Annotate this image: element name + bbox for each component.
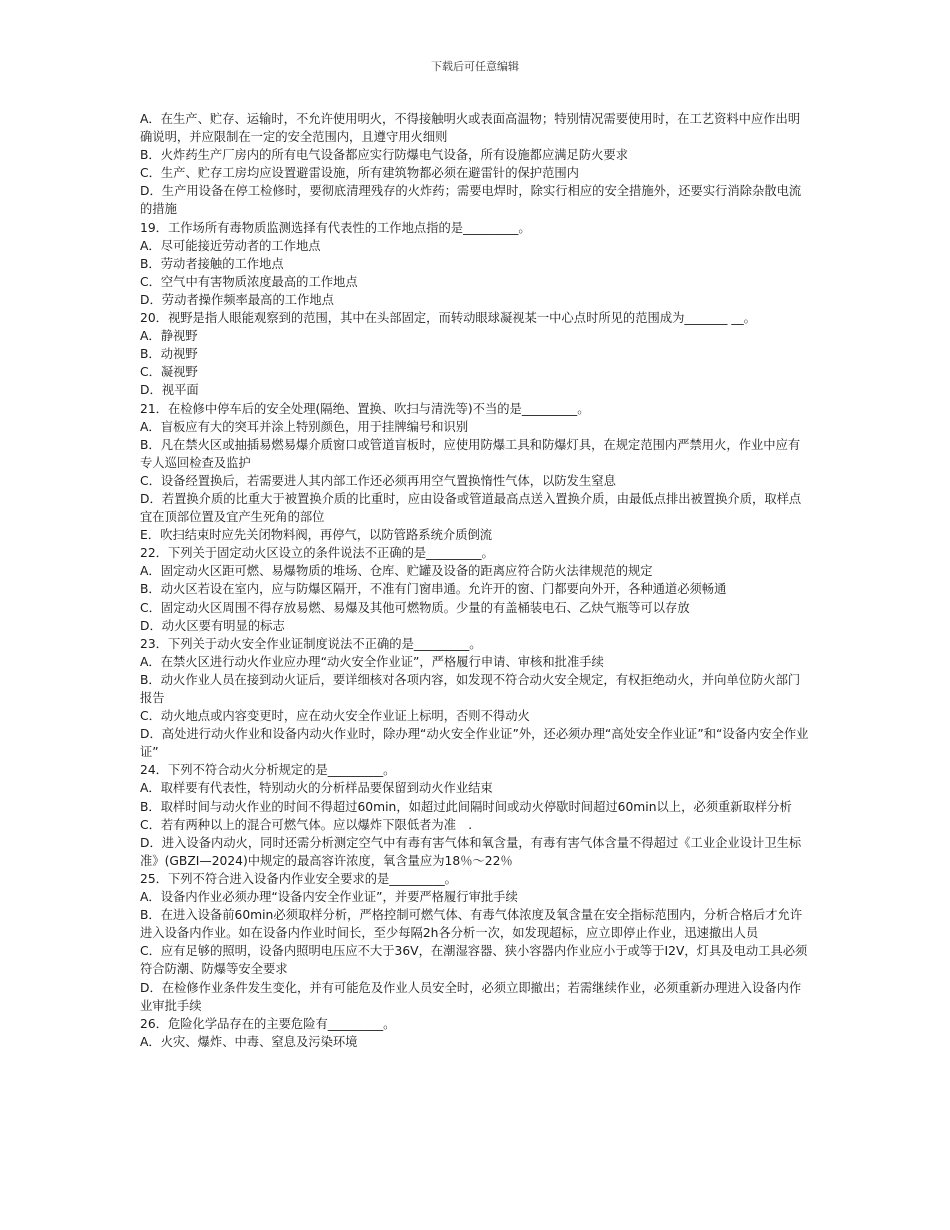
text-line: D．高处进行动火作业和设备内动火作业时，除办理“动火安全作业证”外，还必须办理“高处安全作业证”和“设备内安全作业证” [140, 727, 809, 760]
text-line: 24．下列不符合动火分析规定的是_________。 [140, 763, 396, 778]
text-line: B．动火区若设在室内，应与防爆区隔开，不准有门窗串通。允许开的窗、门都要向外开，各种通道必须畅通 [140, 582, 727, 597]
text-line: 21．在检修中停车后的安全处理(隔绝、置换、吹扫与清洗等)不当的是_________。 [140, 401, 590, 416]
text-line: A．盲板应有大的突耳并涂上特别颜色，用于挂牌编号和识别 [140, 419, 469, 434]
text-line: B．在进入设备前60min必须取样分析，严格控制可燃气体、有毒气体浓度及氧含量在安全指标范围内，分析合格后才允许进入设备内作业。如在设备内作业时间长，至少每隔2h各分析一次，如发现超标，应立即停止作业，迅速撤出人员 [140, 908, 803, 941]
text-line: C．凝视野 [140, 365, 198, 380]
text-line: C．空气中有害物质浓度最高的工作地点 [140, 274, 358, 289]
text-line: A．在禁火区进行动火作业应办理“动火安全作业证”，严格履行申请、审核和批准手续 [140, 654, 604, 669]
text-line: 25．下列不符合进入设备内作业安全要求的是_________。 [140, 871, 457, 886]
text-line: C．生产、贮存工房均应设置避雷设施，所有建筑物都必须在避雷针的保护范围内 [140, 166, 579, 181]
text-line: A．尽可能接近劳动者的工作地点 [140, 238, 321, 253]
text-line: A．取样要有代表性，特别动火的分析样品要保留到动火作业结束 [140, 781, 493, 796]
text-line: C．应有足够的照明，设备内照明电压应不大于36V，在潮湿容器、狭小容器内作业应小于或等于I2V，灯具及电动工具必须符合防潮、防爆等安全要求 [140, 944, 808, 977]
text-line: A．设备内作业必须办理“设备内安全作业证”，并要严格履行审批手续 [140, 890, 518, 905]
text-line: A．静视野 [140, 329, 198, 344]
text-line: D．动火区要有明显的标志 [140, 618, 285, 633]
text-line: 19．工作场所有毒物质监测选择有代表性的工作地点指的是_________。 [140, 220, 531, 235]
text-line: C．设备经置换后，若需要进人其内部工作还必须再用空气置换惰性气体，以防发生窒息 [140, 473, 616, 488]
text-line: 22．下列关于固定动火区设立的条件说法不正确的是_________。 [140, 546, 494, 561]
text-line: A．火灾、爆炸、中毒、窒息及污染环境 [140, 1034, 358, 1049]
text-line: D．视平面 [140, 383, 199, 398]
text-line: C．固定动火区周围不得存放易燃、易爆及其他可燃物质。少量的有盖桶装电石、乙炔气瓶等可以存放 [140, 600, 690, 615]
text-line: B．劳动者接触的工作地点 [140, 256, 284, 271]
text-line: 23．下列关于动火安全作业证制度说法不正确的是_________。 [140, 636, 482, 651]
text-line: A．固定动火区距可燃、易爆物质的堆场、仓库、贮罐及设备的距离应符合防火法律规范的规定 [140, 564, 653, 579]
text-line: B．火炸药生产厂房内的所有电气设备都应实行防爆电气设备，所有设施都应满足防火要求 [140, 148, 629, 163]
text-line: D．若置换介质的比重大于被置换介质的比重时，应由设备或管道最高点送入置换介质，由最低点排出被置换介质，取样点宜在顶部位置及宜产生死角的部位 [140, 491, 802, 525]
text-line: 26．危险化学品存在的主要危险有_________。 [140, 1016, 396, 1031]
text-line: C．若有两种以上的混合可燃气体。应以爆炸下限低者为准 . [140, 817, 473, 832]
page-header: 下载后可任意编辑 [431, 60, 519, 73]
text-line: C．动火地点或内容变更时，应在动火安全作业证上标明，否则不得动火 [140, 709, 530, 724]
text-line: B．凡在禁火区或抽插易燃易爆介质窗口或管道盲板时，应使用防爆工具和防爆灯具，在规定范围内严禁用火，作业中应有专人巡回检查及监护 [140, 437, 801, 470]
text-line: B．动视野 [140, 347, 198, 362]
text-line: D．在检修作业条件发生变化，并有可能危及作业人员安全时，必须立即撤出；若需继续作业，必须重新办理进入设备内作业审批手续 [140, 980, 802, 1013]
text-line: D．进入设备内动火，同时还需分析测定空气中有毒有害气体和氧含量，有毒有害气体含量不得超过《工业企业设计卫生标准》(GBZI—2024)中规定的最高容许浓度，氧含量应为18％～22％ [140, 835, 802, 868]
text-line: D．生产用设备在停工检修时，要彻底清理残存的火炸药；需要电焊时，除实行相应的安全措施外，还要实行消除杂散电流的措施 [140, 184, 802, 217]
text-line: 20．视野是指人眼能观察到的范围，其中在头部固定，而转动眼球凝视某一中心点时所见的范围成为_______ __。 [140, 311, 756, 326]
text-line: D．劳动者操作频率最高的工作地点 [140, 292, 334, 307]
text-line: A．在生产、贮存、运输时，不允许使用明火，不得接触明火或表面高温物；特别情况需要使用时，在工艺资料中应作出明确说明，并应限制在一定的安全范围内，且遵守用火细则 [140, 112, 801, 145]
text-line: E．吹扫结束时应先关闭物料阀，再停气，以防管路系统介质倒流 [140, 528, 493, 543]
text-line: B．动火作业人员在接到动火证后，要详细核对各项内容，如发现不符合动火安全规定，有权拒绝动火，并向单位防火部门报告 [140, 672, 801, 705]
text-line: B．取样时间与动火作业的时间不得超过60min，如超过此间隔时间或动火停歇时间超过60min以上，必须重新取样分析 [140, 799, 792, 814]
document-body [140, 110, 812, 1051]
